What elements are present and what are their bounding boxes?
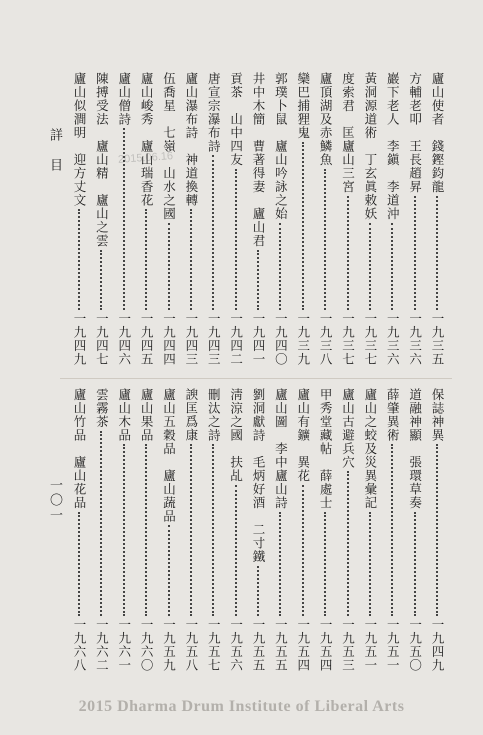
toc-entry[interactable]: 雲霧茶 一九六二: [94, 388, 110, 672]
toc-entry[interactable]: 淸涼之國 扶乩 一九五六: [228, 388, 244, 672]
toc-entry[interactable]: 方輔老叩 王長趙昇 一九三六: [407, 72, 423, 366]
toc-entry[interactable]: 廬山峻秀 廬山瑞香花 一九四五: [139, 72, 155, 366]
leader-dots: [414, 196, 416, 311]
leader-dots: [100, 250, 102, 311]
page-number-label: 一〇一: [47, 478, 62, 523]
toc-entry[interactable]: 廬山圖 李中廬山詩 一九五五: [273, 388, 289, 672]
toc-entry[interactable]: 道融神顯 張環草奏 一九五〇: [407, 388, 423, 672]
toc-entry[interactable]: 甲秀堂藏帖 薛處士 一九五四: [318, 388, 334, 672]
leader-dots: [190, 444, 192, 616]
leader-dots: [279, 512, 281, 617]
toc-entry[interactable]: 廬山木品 一九六一: [116, 388, 132, 672]
toc-entry[interactable]: 欒巴捕狸鬼 一九三九: [295, 72, 311, 366]
toc-entry[interactable]: 薛肇異術 一九五一: [385, 388, 401, 672]
leader-dots: [78, 512, 80, 617]
toc-entry[interactable]: 唐宣宗瀑布詩 一九四三: [206, 72, 222, 366]
leader-dots: [190, 209, 192, 310]
footer-copyright: 2015 Dharma Drum Institute of Liberal Arts: [78, 698, 405, 715]
toc-entry[interactable]: 度索君 匡廬山三宮 一九三七: [340, 72, 356, 366]
toc-entry[interactable]: 陳搏受法 廬山精 廬山之雲 一九四七: [94, 72, 110, 366]
toc-entry[interactable]: 劉洞獻詩 毛炳好酒 二寸鐵 一九五五: [251, 388, 266, 672]
leader-dots: [391, 444, 393, 616]
toc-entry[interactable]: 伍喬星 七嶺 山水之國 一九四四: [161, 72, 177, 366]
toc-entry[interactable]: 郭璞卜鼠 廬山吟詠之始 一九四〇: [273, 72, 289, 366]
leader-dots: [235, 485, 237, 617]
toc-block-bottom: [70, 388, 446, 672]
toc-entry[interactable]: 廬山果品 一九六〇: [139, 388, 155, 672]
leader-dots: [302, 485, 304, 617]
toc-entry[interactable]: 貢茶 山中四友 一九四二: [228, 72, 244, 366]
toc-entry[interactable]: 巖下老人 李鎭 李道沖 一九三六: [385, 72, 401, 366]
section-label-detail: 詳 目: [47, 128, 62, 173]
leader-dots: [391, 223, 393, 311]
leader-dots: [347, 196, 349, 311]
toc-entry[interactable]: 廬山僧詩 一九四六: [116, 72, 132, 366]
toc-entry[interactable]: 廬山瀑布詩 神道換轉 一九四三: [183, 72, 199, 366]
toc-entry[interactable]: 廬頂湖及赤鱗魚 一九三八: [318, 72, 334, 366]
leader-dots: [414, 512, 416, 617]
leader-dots: [324, 512, 326, 617]
toc-entry[interactable]: 廬山使者 錢鏗鈞龍 一九三五: [430, 72, 445, 366]
toc-entry[interactable]: 廬山古避兵穴 一九五三: [340, 388, 356, 672]
toc-entry[interactable]: 廬山五穀品 廬山蔬品 一九五九: [161, 388, 177, 672]
leader-dots: [212, 155, 214, 310]
toc-entry[interactable]: 廬山之蛟及災異彙記 一九五一: [362, 388, 378, 672]
toc-block-top: [70, 72, 446, 366]
toc-entry[interactable]: 廬山似澗明 迎方丈文 一九四九: [72, 72, 87, 366]
toc-entry[interactable]: 黃洞源道術 丁玄眞敕妖 一九三七: [362, 72, 378, 366]
date-watermark: 2015.06.16: [117, 150, 174, 166]
leader-dots: [436, 444, 438, 616]
leader-dots: [302, 142, 304, 311]
toc-entry[interactable]: 刪汰之詩 一九五七: [206, 388, 222, 672]
leader-dots: [257, 566, 259, 617]
toc-entry[interactable]: 保誌神異 一九四九: [430, 388, 445, 672]
leader-dots: [168, 223, 170, 311]
leader-dots: [100, 431, 102, 617]
toc-entry[interactable]: 廬山有鑛 異花 一九五四: [295, 388, 311, 672]
leader-dots: [279, 223, 281, 311]
section-divider: [60, 378, 452, 379]
leader-dots: [145, 444, 147, 616]
leader-dots: [235, 169, 237, 311]
leader-dots: [324, 169, 326, 311]
toc-entry[interactable]: 諛匡爲康 一九五八: [183, 388, 199, 672]
leader-dots: [123, 444, 125, 616]
leader-dots: [369, 512, 371, 617]
leader-dots: [257, 250, 259, 311]
leader-dots: [436, 196, 438, 311]
leader-dots: [78, 209, 80, 310]
toc-entry[interactable]: 廬山竹品 廬山花品 一九六八: [72, 388, 87, 672]
toc-entry[interactable]: 井中木簡 曹著得妻 廬山君 一九四一: [251, 72, 266, 366]
leader-dots: [212, 444, 214, 616]
leader-dots: [123, 128, 125, 310]
leader-dots: [369, 223, 371, 311]
leader-dots: [347, 471, 349, 616]
leader-dots: [168, 525, 170, 616]
leader-dots: [145, 209, 147, 310]
